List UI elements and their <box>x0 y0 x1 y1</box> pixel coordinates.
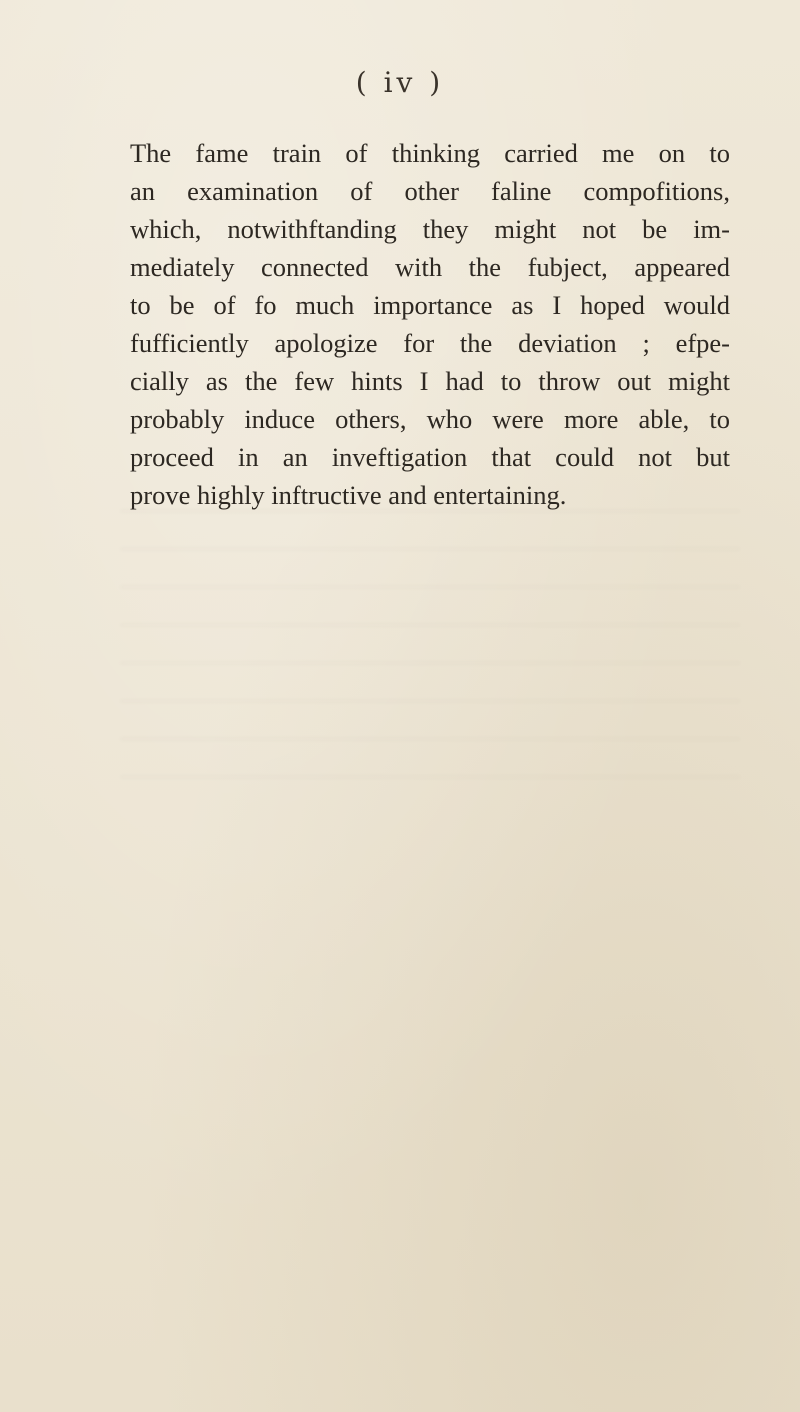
text-line: which, notwithftanding they might not be im- <box>130 214 730 244</box>
paragraph <box>130 134 730 514</box>
text-line: an examination of other faline compofitions, <box>130 176 730 206</box>
text-line: proceed in an inveftigation that could not but <box>130 442 730 472</box>
text-line: prove highly inftructive and entertaining. <box>130 480 567 510</box>
text-line: mediately connected with the fubject, appeared <box>130 252 730 282</box>
text-line: to be of fo much importance as I hoped would <box>130 290 730 320</box>
text-line: fufficiently apologize for the deviation ; efpe- <box>130 328 730 358</box>
text-line: probably induce others, who were more able, to <box>130 404 730 434</box>
page-number: ( iv ) <box>355 66 445 99</box>
show-through-texture <box>120 510 740 810</box>
text-line: cially as the few hints I had to throw out might <box>130 366 730 396</box>
text-line: The fame train of thinking carried me on to <box>130 138 730 168</box>
